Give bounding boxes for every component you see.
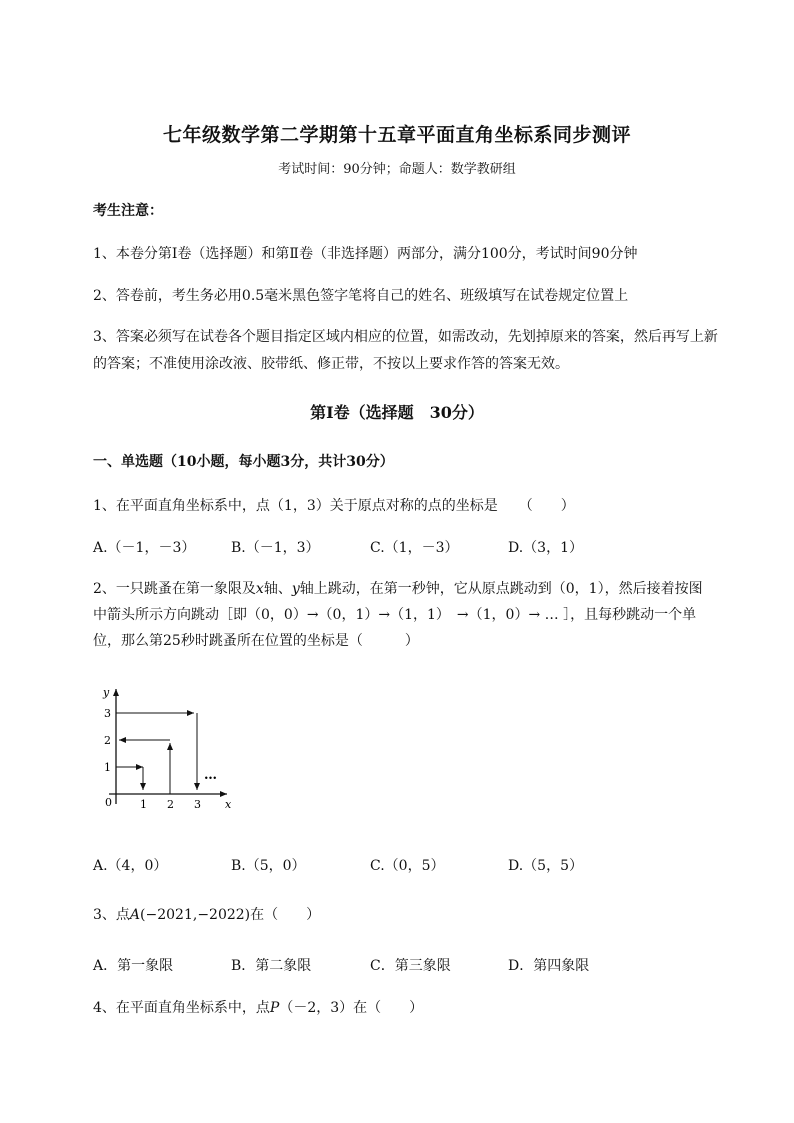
section-title: 第Ⅰ卷（选择题 30分） xyxy=(310,403,484,422)
question-1-stem: 1、在平面直角坐标系中，点（1，3）关于原点对称的点的坐标是 （ ） xyxy=(93,498,575,514)
notice-item-1: 1、本卷分第Ⅰ卷（选择题）和第Ⅱ卷（非选择题）两部分，满分100分，考试时间90分钟 xyxy=(93,246,638,262)
question-3-suffix: 在（ ） xyxy=(250,907,321,923)
origin-label: 0 xyxy=(105,796,112,809)
question-2-option-b: B.（5，0） xyxy=(231,858,306,874)
x-tick-label: 1 xyxy=(140,798,147,811)
question-4-stem xyxy=(93,997,423,1017)
y-axis-label: y xyxy=(103,686,110,699)
question-1-option-a: A.（－1，－3） xyxy=(93,540,196,556)
question-2-stem-part-3: 轴上跳动，在第一秒钟，它从原点跳动到（0，1），然后接着按图 xyxy=(299,581,703,597)
x-tick-label: 2 xyxy=(167,798,174,811)
notice-item-3-cont: 的答案；不准使用涂改液、胶带纸、修正带，不按以上要求作答的答案无效。 xyxy=(93,356,569,372)
question-2-stem-line-2: 中箭头所示方向跳动［即（0，0）→（0，1）→（1，1） →（1，0）→ … ］，且每秒跳动一个单 xyxy=(93,607,697,623)
question-2-stem-part-1: 2、一只跳蚤在第一象限及 xyxy=(93,581,256,597)
question-1-option-b: B.（－1，3） xyxy=(231,540,320,556)
question-3-option-d: D．第四象限 xyxy=(508,958,590,974)
question-3-option-b: B．第二象限 xyxy=(231,958,312,974)
notice-item-2: 2、答卷前，考生务必用0.5毫米黑色签字笔将自己的姓名、班级填写在试卷规定位置上 xyxy=(93,288,629,304)
question-3-stem xyxy=(93,904,320,924)
ellipsis-label: … xyxy=(204,768,217,783)
x-axis-label: x xyxy=(225,798,232,811)
point-a-coords: (−2021,−2022) xyxy=(140,907,251,923)
group-heading: 一、单选题（10小题，每小题3分，共计30分） xyxy=(93,454,394,470)
question-2-option-a: A.（4，0） xyxy=(93,858,168,874)
x-variable: x xyxy=(255,581,264,597)
question-3-option-a: A．第一象限 xyxy=(93,958,174,974)
question-2-stem-line-3: 位，那么第25秒时跳蚤所在位置的坐标是（ ） xyxy=(93,633,419,649)
notice-heading: 考生注意： xyxy=(93,203,163,219)
question-4-prefix: 4、在平面直角坐标系中，点 xyxy=(93,1000,270,1016)
question-1-option-d: D.（3，1） xyxy=(508,540,583,556)
notice-item-3: 3、答案必须写在试卷各个题目指定区域内相应的位置，如需改动，先划掉原来的答案，然后再写上新 xyxy=(93,329,718,345)
question-2-option-d: D.（5，5） xyxy=(508,858,583,874)
page-title: 七年级数学第二学期第十五章平面直角坐标系同步测评 xyxy=(162,124,631,146)
y-tick-label: 1 xyxy=(104,761,111,774)
question-2-option-c: C.（0，5） xyxy=(370,858,445,874)
question-3-prefix: 3、点 xyxy=(93,907,130,923)
question-2-stem-line-1 xyxy=(93,578,703,598)
y-tick-label: 2 xyxy=(104,734,111,747)
question-4-suffix: （－2，3）在（ ） xyxy=(279,1000,424,1016)
flea-path-figure xyxy=(95,683,245,813)
question-2-stem-part-2: 轴、 xyxy=(263,581,292,597)
point-p-label: P xyxy=(269,1000,280,1016)
question-1-option-c: C.（1，－3） xyxy=(370,540,459,556)
y-tick-label: 3 xyxy=(104,707,111,720)
x-tick-label: 3 xyxy=(194,798,201,811)
exam-subtitle: 考试时间：90分钟；命题人：数学教研组 xyxy=(278,162,516,177)
point-a-label: A xyxy=(129,907,141,923)
question-3-option-c: C．第三象限 xyxy=(370,958,451,974)
y-variable: y xyxy=(291,581,300,597)
